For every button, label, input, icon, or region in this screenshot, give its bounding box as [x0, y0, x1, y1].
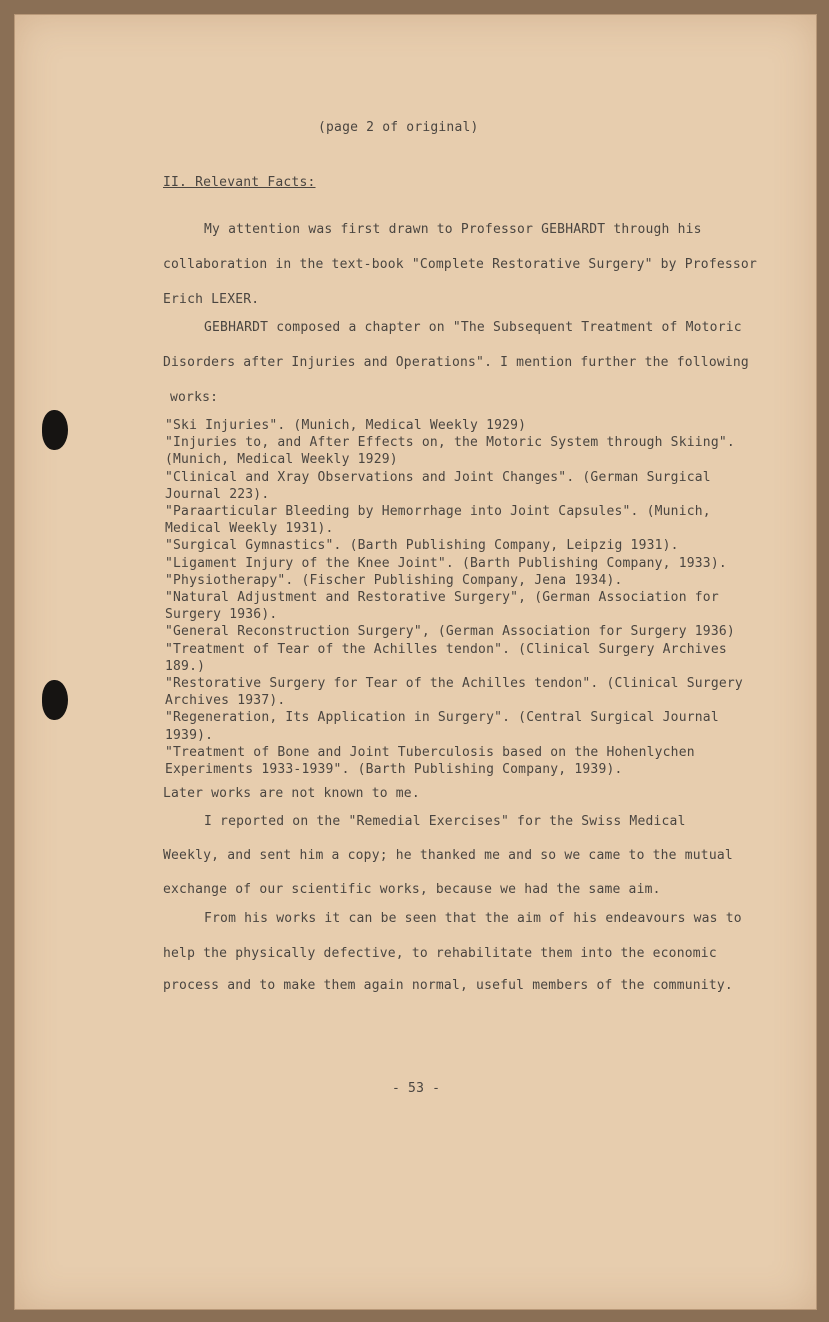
- paragraph-line: GEBHARDT composed a chapter on "The Subsequent Treatment of Motoric: [204, 320, 742, 335]
- works-list-line: "Natural Adjustment and Restorative Surgery", (German Association for: [165, 590, 719, 605]
- works-list-line: (Munich, Medical Weekly 1929): [165, 452, 398, 468]
- works-list-line: "Restorative Surgery for Tear of the Achilles tendon". (Clinical Surgery: [165, 676, 743, 691]
- page-number: - 53 -: [392, 1081, 441, 1096]
- paragraph-line: process and to make them again normal, useful members of the community.: [163, 978, 733, 993]
- paragraph-line: Disorders after Injuries and Operations". I mention further the following: [163, 355, 749, 370]
- works-list-line: "Physiotherapy". (Fischer Publishing Company, Jena 1934).: [165, 572, 623, 588]
- paragraph-line: I reported on the "Remedial Exercises" for the Swiss Medical: [204, 814, 686, 829]
- works-list-line: "Ligament Injury of the Knee Joint". (Barth Publishing Company, 1933).: [165, 555, 727, 571]
- works-list-line: Experiments 1933-1939". (Barth Publishing Company, 1939).: [165, 762, 623, 777]
- works-list-line: "Treatment of Tear of the Achilles tendon". (Clinical Surgery Archives: [165, 641, 727, 657]
- paragraph-line: From his works it can be seen that the aim of his endeavours was to: [204, 911, 742, 926]
- works-list-line: "Paraarticular Bleeding by Hemorrhage into Joint Capsules". (Munich,: [165, 504, 711, 519]
- works-list-line: "Regeneration, Its Application in Surgery". (Central Surgical Journal: [165, 710, 719, 726]
- works-list-line: "Treatment of Bone and Joint Tuberculosis based on the Hohenlychen: [165, 744, 695, 760]
- section-title: II. Relevant Facts:: [163, 175, 316, 190]
- works-list-line: Surgery 1936).: [165, 607, 278, 623]
- works-list-line: "Clinical and Xray Observations and Joint Changes". (German Surgical: [165, 469, 711, 485]
- works-list-line: "Ski Injuries". (Munich, Medical Weekly 1929): [165, 418, 527, 433]
- paragraph-line: Erich LEXER.: [163, 292, 260, 307]
- later-works-line: Later works are not known to me.: [163, 786, 420, 801]
- document-page: [14, 14, 817, 1310]
- paragraph-line: collaboration in the text-book "Complete Restorative Surgery" by Professor: [163, 257, 757, 272]
- works-list-line: 1939).: [165, 727, 214, 743]
- page-header: (page 2 of original): [318, 120, 479, 135]
- punch-hole-top: [42, 410, 68, 450]
- works-list-line: Archives 1937).: [165, 693, 286, 709]
- paragraph-line: My attention was first drawn to Professor GEBHARDT through his: [204, 222, 702, 237]
- works-list-line: 189.): [165, 658, 206, 674]
- works-list-line: "Injuries to, and After Effects on, the Motoric System through Skiing".: [165, 435, 735, 451]
- works-list-line: Journal 223).: [165, 486, 270, 502]
- punch-hole-bottom: [42, 680, 68, 720]
- paragraph-line: help the physically defective, to rehabilitate them into the economic: [163, 946, 717, 961]
- works-list-line: "Surgical Gymnastics". (Barth Publishing Company, Leipzig 1931).: [165, 538, 679, 554]
- paragraph-line: exchange of our scientific works, because we had the same aim.: [163, 882, 661, 897]
- paragraph-line: Weekly, and sent him a copy; he thanked me and so we came to the mutual: [163, 848, 733, 863]
- works-list-line: Medical Weekly 1931).: [165, 521, 334, 537]
- paragraph-line: works:: [170, 390, 219, 405]
- works-list-line: "General Reconstruction Surgery", (German Association for Surgery 1936): [165, 624, 735, 640]
